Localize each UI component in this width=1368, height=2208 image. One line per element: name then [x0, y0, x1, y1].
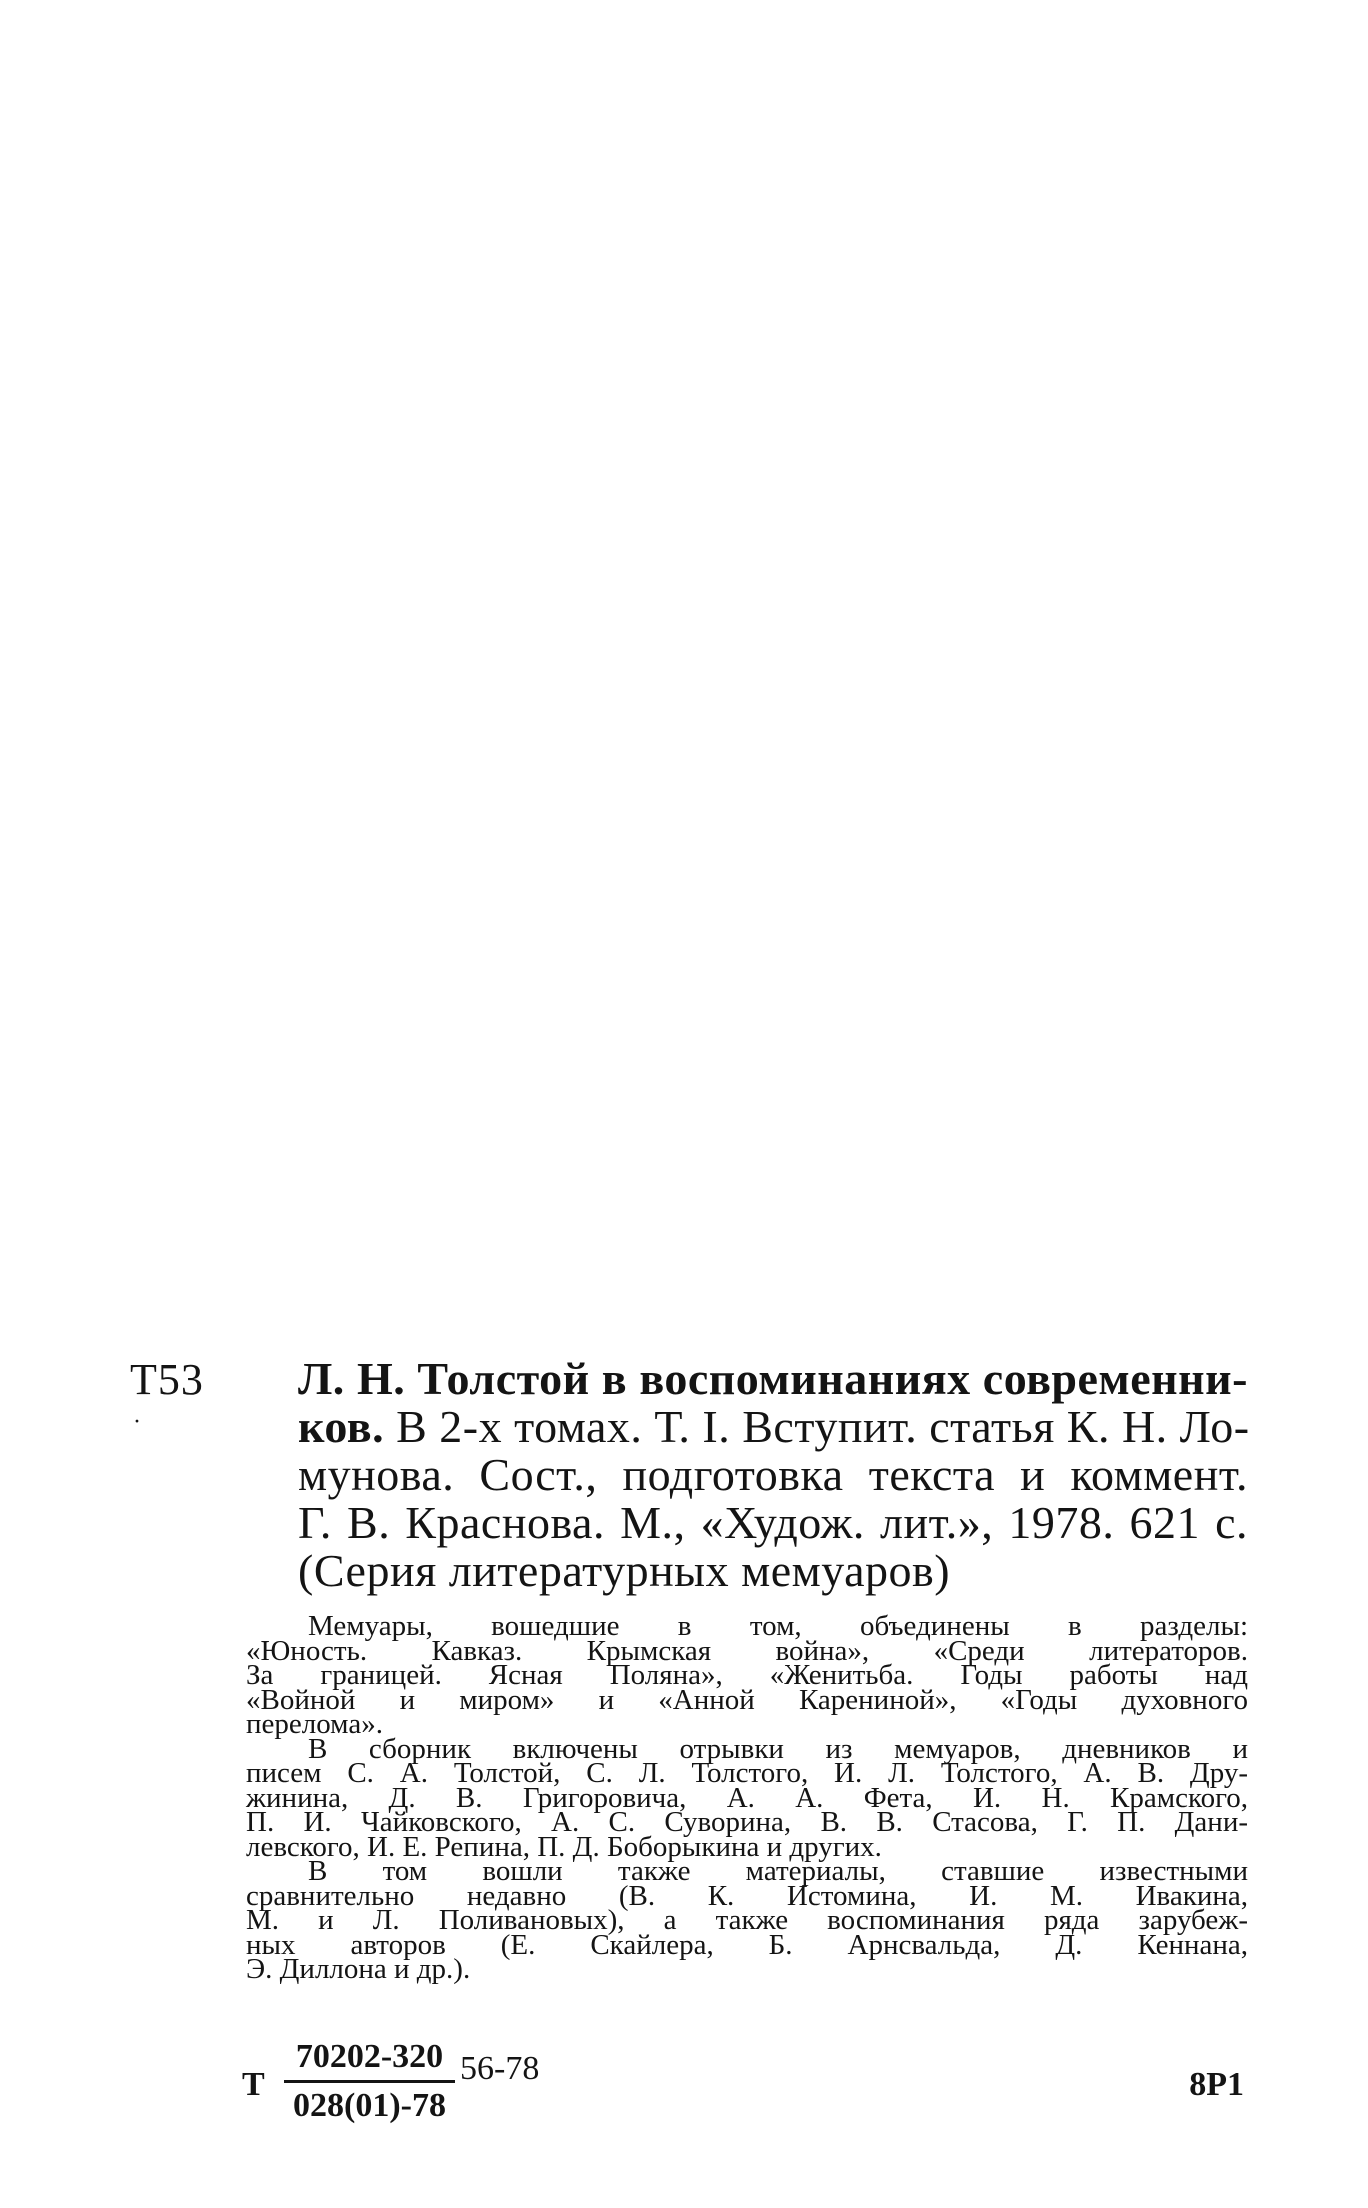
annotation-line: П. И. Чайковского, А. С. Суворина, В. В. Стасова, Г. П. Дани-: [246, 1806, 1248, 1838]
index-letter: Т: [242, 2066, 265, 2103]
entry-line-2: [298, 1403, 1248, 1451]
index-fraction: [282, 2040, 457, 2123]
index-numerator: 70202-320: [295, 2038, 444, 2075]
entry-series-line: (Серия литературных мемуаров): [298, 1545, 951, 1596]
entry-line-2-rest: В 2-х томах. Т. I. Вступит. статья К. Н. Ло-: [384, 1401, 1250, 1452]
index-denominator: 028(01)-78: [293, 2087, 446, 2124]
entry-line-4: Г. В. Краснова. М., «Худож. лит.», 1978. 621 с.: [298, 1497, 1248, 1548]
annotation-line: жинина, Д. В. Григоровича, А. А. Фета, И. Н. Крамского,: [246, 1781, 1248, 1814]
annotation-line: Мемуары, вошедшие в том, объединены в разделы:: [308, 1610, 1248, 1642]
annotation-line: За границей. Ясная Поляна», «Женитьба. Годы работы над: [246, 1659, 1248, 1691]
bibliographic-entry: [298, 1355, 1248, 1595]
entry-title-line-1: Л. Н. Толстой в воспоминаниях современни-: [298, 1353, 1248, 1404]
annotation-line: В сборник включены отрывки из мемуаров, дневников и: [308, 1732, 1248, 1765]
shelf-mark: ·: [133, 1409, 141, 1435]
annotation-line: «Юность. Кавказ. Крымская война», «Среди литераторов.: [246, 1634, 1248, 1667]
classification-code: 8Р1: [1189, 2066, 1244, 2103]
annotation-line: В том вошли также материалы, ставшие известными: [308, 1855, 1248, 1887]
shelf-code: Т53: [130, 1355, 204, 1404]
annotation-line: сравнительно недавно (В. К. Истомина, И. М. Ивакина,: [246, 1879, 1248, 1912]
publication-index: [242, 2040, 1252, 2140]
entry-title-end: ков.: [298, 1401, 385, 1452]
annotation-line: Э. Диллона и др.).: [246, 1953, 471, 1985]
annotation-line: М. и Л. Поливановых), а также воспоминания ряда зарубеж-: [246, 1904, 1248, 1936]
annotation-line: левского, И. Е. Репина, П. Д. Боборыкина и других.: [246, 1830, 882, 1863]
index-suffix: 56-78: [460, 2050, 540, 2087]
entry-line-3: мунова. Сост., подготовка текста и коммент.: [298, 1449, 1248, 1500]
annotation-line: «Войной и миром» и «Анной Карениной», «Годы духовного: [246, 1683, 1248, 1716]
annotation-line: ных авторов (Е. Скайлера, Б. Арнсвальда, Д. Кеннана,: [246, 1928, 1248, 1961]
annotation-line: писем С. А. Толстой, С. Л. Толстого, И. Л. Толстого, А. В. Дру-: [246, 1757, 1248, 1789]
annotation-text: [246, 1610, 1248, 1985]
annotation-line: перелома».: [246, 1708, 383, 1740]
